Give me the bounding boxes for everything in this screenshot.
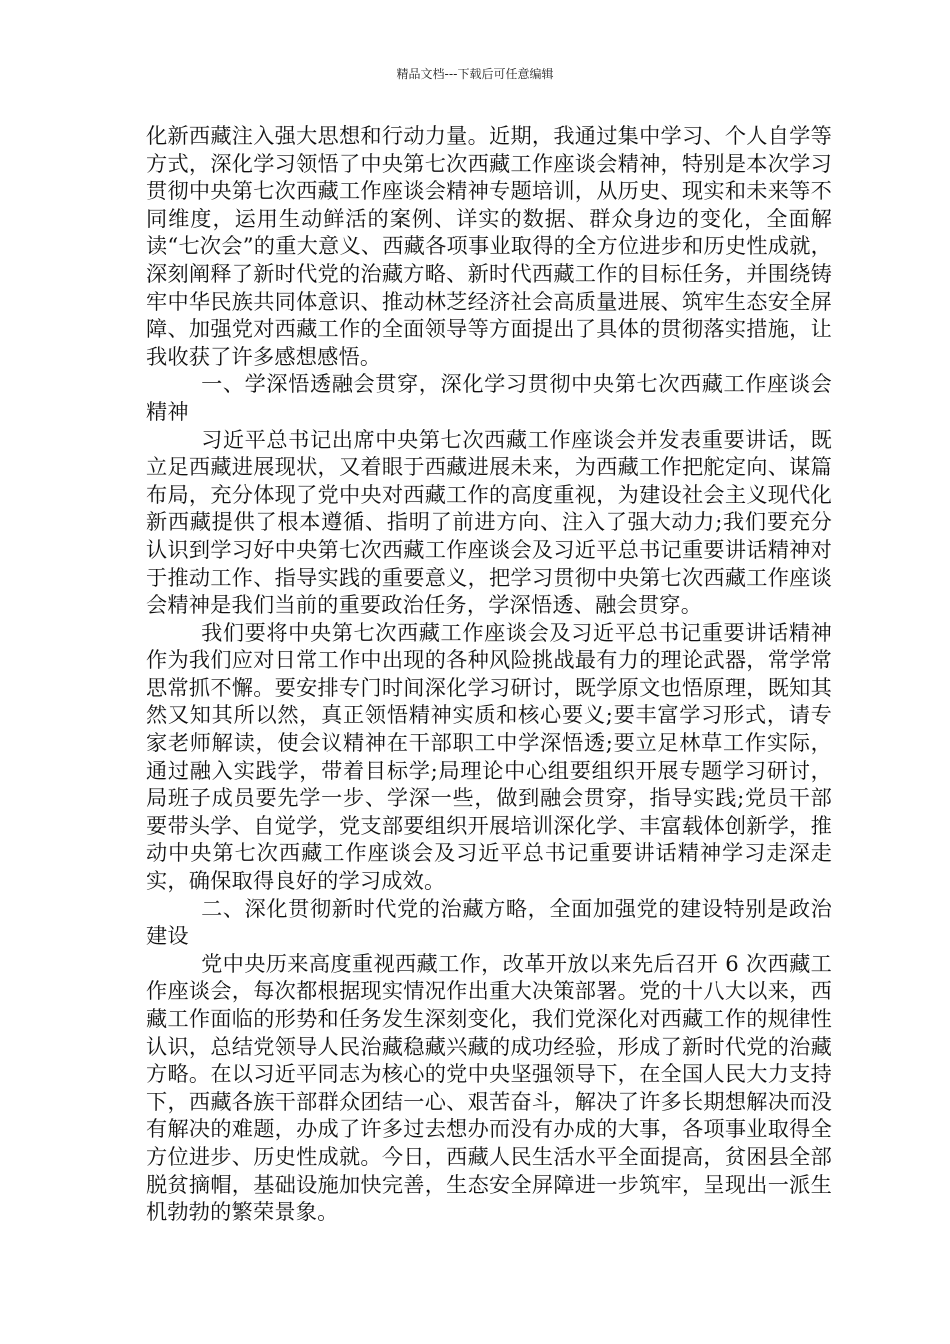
page-header-note: 精品文档---下载后可任意编辑 xyxy=(396,67,554,81)
paragraph-section-one-first: 习近平总书记出席中央第七次西藏工作座谈会并发表重要讲话，既立足西藏进展现状，又着眼于西藏进展未来，为西藏工作把舵定向、谋篇布局，充分体现了党中央对西藏工作的高度重视，为建设社会主义现代化新西藏提供了根本遵循、指明了前进方向、注入了强大动力;我们要充分认识到学习好中央第七次西藏工作座谈会及习近平总书记重要讲话精神对于推动工作、指导实践的重要意义，把学习贯彻中央第七次西藏工作座谈会精神是我们当前的重要政治任务，学深悟透、融会贯穿。 xyxy=(146,426,832,618)
section-heading-two: 二、深化贯彻新时代党的治藏方略，全面加强党的建设特别是政治建设 xyxy=(146,895,832,949)
paragraph-section-one-second: 我们要将中央第七次西藏工作座谈会及习近平总书记重要讲话精神作为我们应对日常工作中出现的各种风险挑战最有力的理论武器，常学常思常抓不懈。要安排专门时间深化学习研讨，既学原文也悟原理，既知其然又知其所以然，真正领悟精神实质和核心要义;要丰富学习形式，请专家老师解读，使会议精神在干部职工中学深悟透;要立足林草工作实际，通过融入实践学，带着目标学;局理论中心组要组织开展专题学习研讨，局班子成员要先学一步、学深一些，做到融会贯穿，指导实践;党员干部要带头学、自觉学，党支部要组织开展培训深化学、丰富载体创新学，推动中央第七次西藏工作座谈会及习近平总书记重要讲话精神学习走深走实，确保取得良好的学习成效。 xyxy=(146,619,832,894)
paragraph-intro-continuation: 化新西藏注入强大思想和行动力量。近期，我通过集中学习、个人自学等方式，深化学习领悟了中央第七次西藏工作座谈会精神，特别是本次学习贯彻中央第七次西藏工作座谈会精神专题培训，从历史、现实和未来等不同维度，运用生动鲜活的案例、详实的数据、群众身边的变化，全面解读“七次会”的重大意义、西藏各项事业取得的全方位进步和历史性成就，深刻阐释了新时代党的治藏方略、新时代西藏工作的目标任务，并围绕铸牢中华民族共同体意识、推动林芝经济社会高质量进展、筑牢生态安全屏障、加强党对西藏工作的全面领导等方面提出了具体的贯彻落实措施，让我收获了许多感想感悟。 xyxy=(146,123,832,369)
section-heading-one: 一、学深悟透融会贯穿，深化学习贯彻中央第七次西藏工作座谈会精神 xyxy=(146,371,832,424)
paragraph-section-two-first: 党中央历来高度重视西藏工作，改革开放以来先后召开 6 次西藏工作座谈会，每次都根据现实情况作出重大决策部署。党的十八大以来，西藏工作面临的形势和任务发生深刻变化，我们党深化对西藏工作的规律性认识，总结党领导人民治藏稳藏兴藏的成功经验，形成了新时代党的治藏方略。在以习近平同志为核心的党中央坚强领导下，在全国人民大力支持下，西藏各族干部群众团结一心、艰苦奋斗，解决了许多长期想解决而没有解决的难题，办成了许多过去想办而没有办成的大事，各项事业取得全方位进步、历史性成就。今日，西藏人民生活水平全面提高，贫困县全部脱贫摘帽，基础设施加快完善，生态安全屏障进一步筑牢，呈现出一派生机勃勃的繁荣景象。 xyxy=(146,950,832,1225)
document-body xyxy=(146,122,832,1226)
